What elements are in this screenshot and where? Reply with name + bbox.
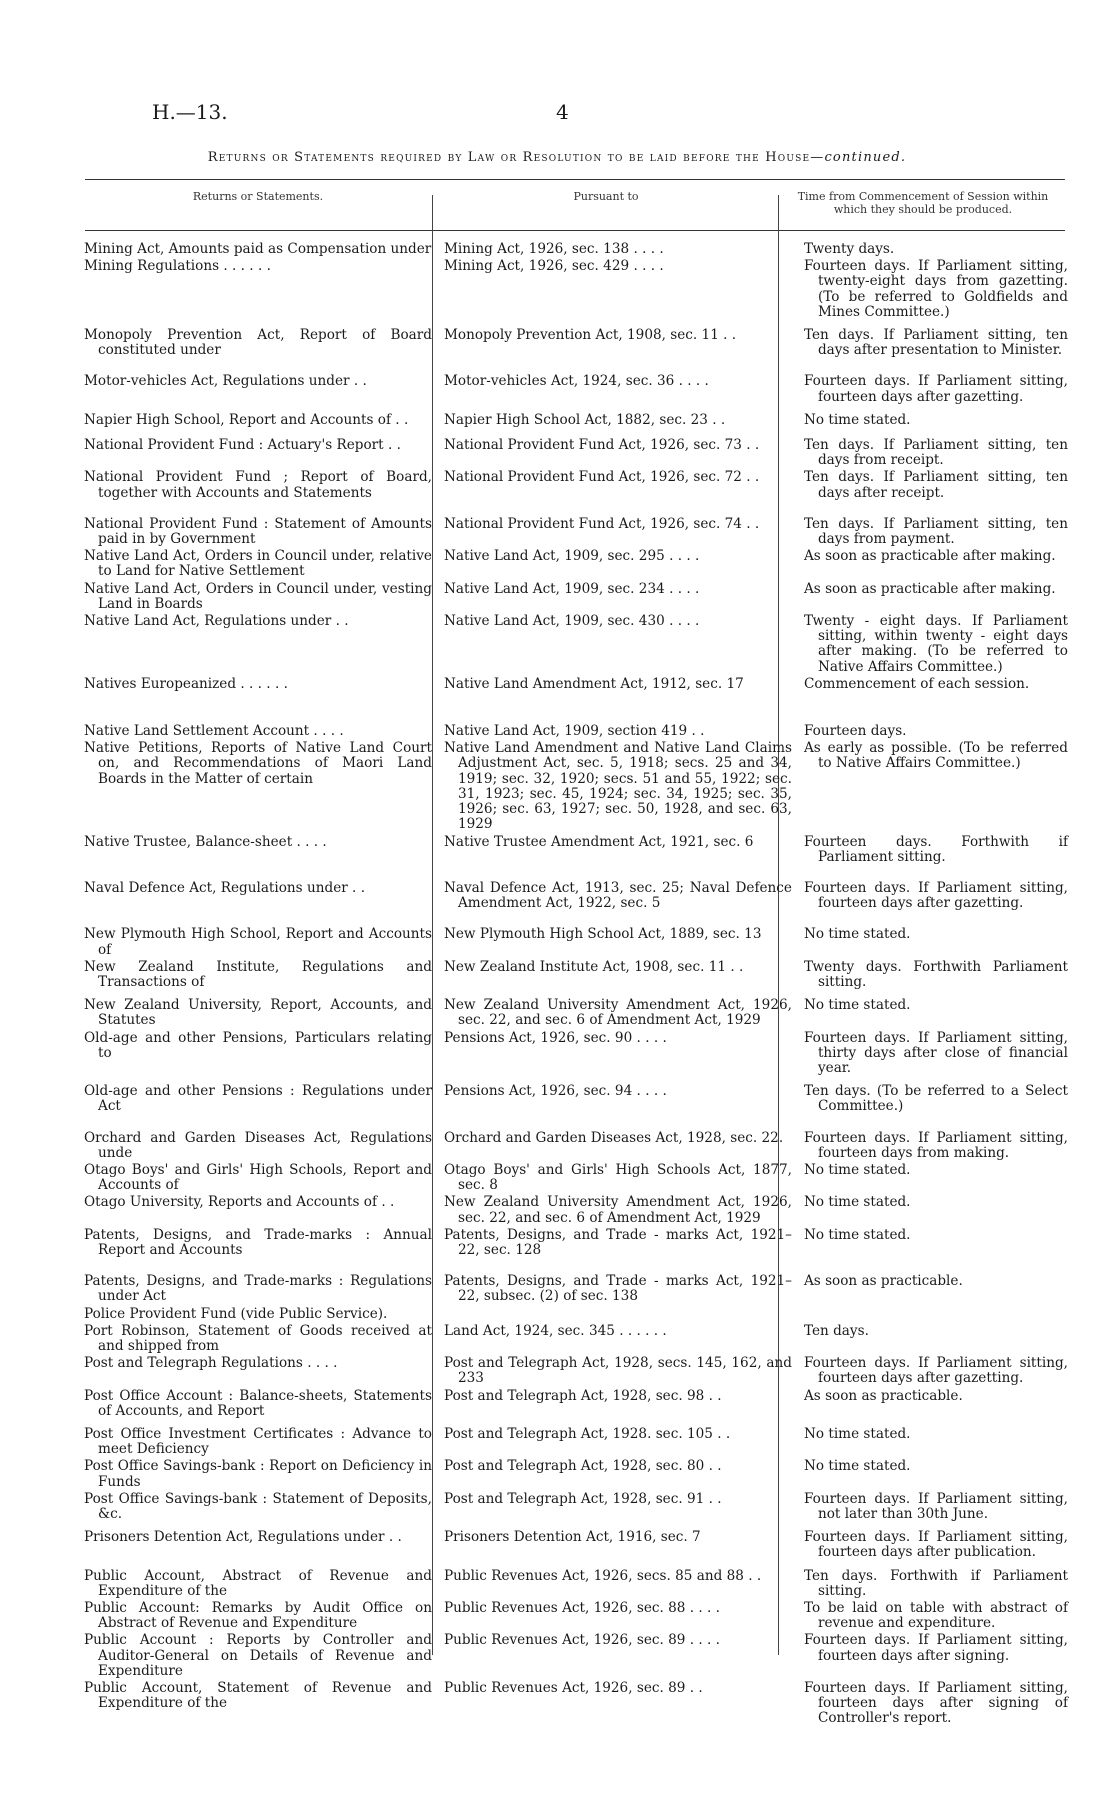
table-row xyxy=(84,1601,1068,1631)
cell-returns: Otago Boys' and Girls' High Schools, Report and Accounts of xyxy=(84,1161,432,1194)
cell-returns: Orchard and Garden Diseases Act, Regulations unde xyxy=(84,1129,432,1161)
cell-time: Ten days. If Parliament sitting, ten days from receipt. xyxy=(803,437,1068,469)
cell-returns: Patents, Designs, and Trade-marks : Regulations under Act xyxy=(84,1273,432,1305)
table-row xyxy=(84,724,1068,739)
cell-returns: Mining Act, Amounts paid as Compensation under xyxy=(84,241,432,257)
table-row xyxy=(84,960,1068,990)
table-row xyxy=(84,1427,1068,1457)
cell-pursuant: Mining Act, 1926, sec. 429 . . . . xyxy=(443,258,664,275)
cell-pursuant: National Provident Fund Act, 1926, sec. 73 . . xyxy=(443,437,760,454)
cell-pursuant xyxy=(444,1307,804,1322)
cell-time: Ten days. (To be referred to a Select Committee.) xyxy=(803,1083,1068,1115)
cell-time: No time stated. xyxy=(803,1226,911,1243)
cell-returns: New Zealand University, Report, Accounts, and Statutes xyxy=(84,997,432,1029)
cell-pursuant: Public Revenues Act, 1926, sec. 89 . . . . xyxy=(443,1632,720,1649)
table-row xyxy=(84,1530,1068,1560)
column-header-returns: Returns or Statements. xyxy=(192,190,324,203)
cell-pursuant: Native Land Act, 1909, sec. 430 . . . . xyxy=(443,613,700,630)
cell-pursuant: Public Revenues Act, 1926, secs. 85 and 88 . . xyxy=(443,1567,762,1584)
cell-time: Fourteen days. If Parliament sitting, not later than 30th June. xyxy=(803,1490,1068,1523)
cell-time: Ten days. If Parliament sitting, ten days after receipt. xyxy=(803,469,1068,501)
table-row xyxy=(84,881,1068,911)
cell-time: As soon as practicable after making. xyxy=(803,580,1056,597)
cell-returns: Port Robinson, Statement of Goods received at and shipped from xyxy=(84,1322,432,1354)
table-row xyxy=(84,582,1068,612)
table-row xyxy=(84,614,1068,675)
cell-returns: Otago University, Reports and Accounts of . . xyxy=(84,1194,395,1211)
cell-returns: Naval Defence Act, Regulations under . . xyxy=(84,879,366,896)
table-row xyxy=(84,328,1068,358)
table-row xyxy=(84,835,1068,865)
cell-returns: Mining Regulations . . . . . . xyxy=(84,258,271,275)
page-number: 4 xyxy=(556,100,569,124)
cell-pursuant: New Zealand University Amendment Act, 1926, sec. 22, and sec. 6 of Amendment Act, 1929 xyxy=(443,997,792,1029)
table-row xyxy=(84,1633,1068,1679)
cell-time: As soon as practicable. xyxy=(803,1273,963,1290)
cell-time: Fourteen days. If Parliament sitting, fourteen days after signing. xyxy=(803,1632,1068,1664)
cell-pursuant: New Zealand University Amendment Act, 1926, sec. 22, and sec. 6 of Amendment Act, 1929 xyxy=(443,1194,792,1226)
cell-returns: National Provident Fund ; Report of Board, together with Accounts and Statements xyxy=(84,469,432,501)
cell-time: Ten days. If Parliament sitting, ten days from payment. xyxy=(803,515,1068,548)
table-row xyxy=(84,549,1068,579)
table-row xyxy=(84,438,1068,468)
column-header-pursuant: Pursuant to xyxy=(573,190,639,203)
table-row xyxy=(84,413,1068,428)
cell-time: Twenty days. xyxy=(803,241,895,257)
table-row xyxy=(84,1031,1068,1077)
cell-time: Fourteen days. xyxy=(803,723,907,740)
cell-returns: Motor-vehicles Act, Regulations under . . xyxy=(84,373,367,390)
cell-pursuant: Native Land Act, 1909, sec. 234 . . . . xyxy=(443,580,700,597)
page-header xyxy=(0,100,1114,140)
cell-time: No time stated. xyxy=(803,926,911,943)
cell-pursuant: Otago Boys' and Girls' High Schools Act, 1877, sec. 8 xyxy=(443,1161,792,1194)
cell-pursuant: Native Land Act, 1909, sec. 295 . . . . xyxy=(443,548,700,565)
cell-time: Commencement of each session. xyxy=(803,675,1030,692)
page-identifier: H.—13. xyxy=(152,100,228,124)
table-row xyxy=(84,741,1068,832)
table-row xyxy=(84,1492,1068,1522)
cell-pursuant: Public Revenues Act, 1926, sec. 88 . . . . xyxy=(443,1600,720,1617)
cell-pursuant: Native Land Amendment and Native Land Claims Adjustment Act, sec. 5, 1918; secs. 25 and 34, 1919; sec. 32, 1920; secs. 51 and 55, 1922; sec. 31, 1923; sec. 45, 1924; sec. 34, 1925; sec. 35, 1926; sec. 63, 1927; sec. 50, 1928, and sec. 63, 1929 xyxy=(443,740,792,833)
cell-time: Fourteen days. If Parliament sitting, thirty days after close of financial year. xyxy=(803,1029,1068,1076)
cell-time: Fourteen days. If Parliament sitting, twenty-eight days from gazetting. (To be referred to Goldfields and Mines Committee.) xyxy=(803,258,1068,320)
cell-returns: Public Account, Statement of Revenue and Expenditure of the xyxy=(84,1680,432,1712)
cell-pursuant: Post and Telegraph Act, 1928, sec. 98 . . xyxy=(443,1387,722,1404)
cell-returns: Native Land Settlement Account . . . . xyxy=(84,723,344,740)
cell-returns: Post Office Savings-bank : Report on Deficiency in Funds xyxy=(84,1458,432,1490)
cell-pursuant: National Provident Fund Act, 1926, sec. 74 . . xyxy=(443,515,760,532)
cell-returns: Post Office Savings-bank : Statement of Deposits, &c. xyxy=(84,1490,432,1523)
cell-time: Ten days. xyxy=(803,1322,869,1339)
cell-pursuant: Post and Telegraph Act, 1928, sec. 91 . . xyxy=(443,1490,722,1507)
cell-pursuant: Post and Telegraph Act, 1928. sec. 105 . . xyxy=(443,1426,731,1442)
cell-pursuant: Napier High School Act, 1882, sec. 23 . . xyxy=(443,411,726,428)
cell-returns: Post Office Account : Balance-sheets, Statements of Accounts, and Report xyxy=(84,1387,432,1419)
title-main: Returns or Statements required by Law or Resolution to be laid before the House— xyxy=(207,150,825,165)
table-row xyxy=(84,998,1068,1028)
cell-time: No time stated. xyxy=(803,997,911,1014)
cell-returns: National Provident Fund : Statement of Amounts paid in by Government xyxy=(84,515,432,548)
cell-pursuant: New Plymouth High School Act, 1889, sec. 13 xyxy=(443,926,762,943)
cell-time: No time stated. xyxy=(803,1426,911,1442)
cell-returns: Post Office Investment Certificates : Advance to meet Deficiency xyxy=(84,1426,432,1458)
cell-returns: New Zealand Institute, Regulations and Transactions of xyxy=(84,958,432,990)
table-row xyxy=(84,374,1068,404)
cell-returns: Monopoly Prevention Act, Report of Board constituted under xyxy=(84,327,432,359)
table-row xyxy=(84,1389,1068,1419)
cell-returns: Old-age and other Pensions, Particulars relating to xyxy=(84,1029,432,1061)
column-header-time: Time from Commencement of Session within which they should be produced. xyxy=(797,190,1049,216)
cell-pursuant: Native Trustee Amendment Act, 1921, sec. 6 xyxy=(443,833,754,850)
cell-time: Fourteen days. If Parliament sitting, fourteen days after signing of Controller's report. xyxy=(803,1680,1068,1727)
cell-time: Fourteen days. If Parliament sitting, fourteen days after gazetting. xyxy=(803,373,1068,405)
cell-pursuant: Patents, Designs, and Trade - marks Act, 1921–22, sec. 128 xyxy=(443,1226,792,1258)
cell-time: To be laid on table with abstract of revenue and expenditure. xyxy=(803,1600,1068,1632)
cell-returns: Patents, Designs, and Trade-marks : Annual Report and Accounts xyxy=(84,1226,432,1258)
cell-pursuant: Orchard and Garden Diseases Act, 1928, sec. 22. xyxy=(443,1129,784,1146)
cell-time: Twenty days. Forthwith Parliament sitting. xyxy=(803,958,1068,990)
table-row xyxy=(84,677,1068,692)
cell-pursuant: Naval Defence Act, 1913, sec. 25; Naval Defence Amendment Act, 1922, sec. 5 xyxy=(443,879,792,912)
cell-returns: Post and Telegraph Regulations . . . . xyxy=(84,1355,338,1372)
returns-table xyxy=(84,242,1068,1735)
cell-returns: Native Land Act, Orders in Council under, vesting Land in Boards xyxy=(84,580,432,612)
table-row xyxy=(84,259,1068,320)
cell-returns: Native Land Act, Orders in Council under, relative to Land for Native Settlement xyxy=(84,548,432,580)
cell-returns: Native Land Act, Regulations under . . xyxy=(84,613,349,630)
table-row xyxy=(84,1228,1068,1258)
table-row xyxy=(84,517,1068,547)
page-title xyxy=(60,150,1054,165)
cell-pursuant: Post and Telegraph Act, 1928, sec. 80 . . xyxy=(443,1458,722,1475)
cell-pursuant: Patents, Designs, and Trade - marks Act, 1921–22, subsec. (2) of sec. 138 xyxy=(443,1273,792,1305)
cell-pursuant: Monopoly Prevention Act, 1908, sec. 11 . . xyxy=(443,327,737,344)
table-row xyxy=(84,1356,1068,1386)
cell-time: No time stated. xyxy=(803,411,911,428)
cell-time: As soon as practicable. xyxy=(803,1387,963,1404)
cell-time: Ten days. Forthwith if Parliament sitting. xyxy=(803,1567,1068,1599)
cell-pursuant: Motor-vehicles Act, 1924, sec. 36 . . . . xyxy=(443,373,709,390)
cell-pursuant: Public Revenues Act, 1926, sec. 89 . . xyxy=(443,1680,703,1697)
cell-time: Fourteen days. If Parliament sitting, fourteen days from making. xyxy=(803,1129,1068,1161)
cell-time: Fourteen days. If Parliament sitting, fourteen days after gazetting. xyxy=(803,1355,1068,1387)
cell-pursuant: National Provident Fund Act, 1926, sec. 72 . . xyxy=(443,469,760,486)
cell-returns: Napier High School, Report and Accounts of . . xyxy=(84,411,409,428)
title-continued: continued. xyxy=(824,150,907,165)
cell-returns: Public Account : Reports by Controller and Auditor-General on Details of Revenue and Expenditure xyxy=(84,1632,432,1679)
cell-pursuant: Prisoners Detention Act, 1916, sec. 7 xyxy=(443,1529,701,1546)
cell-pursuant: Land Act, 1924, sec. 345 . . . . . . xyxy=(443,1322,667,1339)
cell-returns: Police Provident Fund (vide Public Service). xyxy=(84,1305,388,1322)
cell-returns: Natives Europeanized . . . . . . xyxy=(84,675,288,692)
table-row xyxy=(84,927,1068,957)
table-row xyxy=(84,1163,1068,1193)
cell-pursuant: Native Land Act, 1909, section 419 . . xyxy=(443,723,705,740)
table-row xyxy=(84,1195,1068,1225)
cell-returns: Old-age and other Pensions : Regulations under Act xyxy=(84,1083,432,1115)
cell-pursuant: Pensions Act, 1926, sec. 90 . . . . xyxy=(443,1029,667,1046)
table-row xyxy=(84,1569,1068,1599)
table-row xyxy=(84,1274,1068,1304)
table-row xyxy=(84,1459,1068,1489)
cell-pursuant: Native Land Amendment Act, 1912, sec. 17 xyxy=(443,675,744,692)
cell-time: As soon as practicable after making. xyxy=(803,548,1056,565)
table-row xyxy=(84,1131,1068,1161)
cell-pursuant: Mining Act, 1926, sec. 138 . . . . xyxy=(443,241,664,257)
header-rule-top xyxy=(85,179,1065,180)
cell-time: Ten days. If Parliament sitting, ten days after presentation to Minister. xyxy=(803,327,1068,359)
cell-time xyxy=(804,1307,1068,1322)
cell-pursuant: Pensions Act, 1926, sec. 94 . . . . xyxy=(443,1083,667,1100)
table-row xyxy=(84,242,1068,257)
table-row xyxy=(84,1084,1068,1114)
cell-returns: New Plymouth High School, Report and Accounts of xyxy=(84,926,432,958)
cell-time: As early as possible. (To be referred to Native Affairs Committee.) xyxy=(803,740,1068,772)
table-row xyxy=(84,470,1068,500)
table-row xyxy=(84,1324,1068,1354)
table-row xyxy=(84,1681,1068,1727)
cell-returns: Public Account, Abstract of Revenue and Expenditure of the xyxy=(84,1567,432,1599)
cell-time: No time stated. xyxy=(803,1161,911,1178)
cell-pursuant: New Zealand Institute Act, 1908, sec. 11 . . xyxy=(443,958,744,975)
cell-time: Fourteen days. If Parliament sitting, fourteen days after publication. xyxy=(803,1529,1068,1561)
cell-returns: Prisoners Detention Act, Regulations under . . xyxy=(84,1529,402,1546)
cell-returns: Native Trustee, Balance-sheet . . . . xyxy=(84,833,327,850)
cell-returns: Native Petitions, Reports of Native Land Court on, and Recommendations of Maori Land Boards in the Matter of certain xyxy=(84,740,432,787)
cell-time: No time stated. xyxy=(803,1194,911,1211)
header-rule-bottom xyxy=(85,230,1065,231)
cell-time: No time stated. xyxy=(803,1458,911,1475)
cell-pursuant: Post and Telegraph Act, 1928, secs. 145, 162, and 233 xyxy=(443,1355,792,1387)
table-row xyxy=(84,1307,1068,1322)
cell-returns: Public Account: Remarks by Audit Office on Abstract of Revenue and Expenditure xyxy=(84,1600,432,1632)
cell-time: Twenty - eight days. If Parliament sitting, within twenty - eight days after making. (To be referred to Native Affairs Committee.) xyxy=(803,613,1068,675)
cell-returns: National Provident Fund : Actuary's Report . . xyxy=(84,437,401,454)
cell-time: Fourteen days. Forthwith if Parliament sitting. xyxy=(803,833,1068,865)
cell-time: Fourteen days. If Parliament sitting, fourteen days after gazetting. xyxy=(803,879,1068,912)
